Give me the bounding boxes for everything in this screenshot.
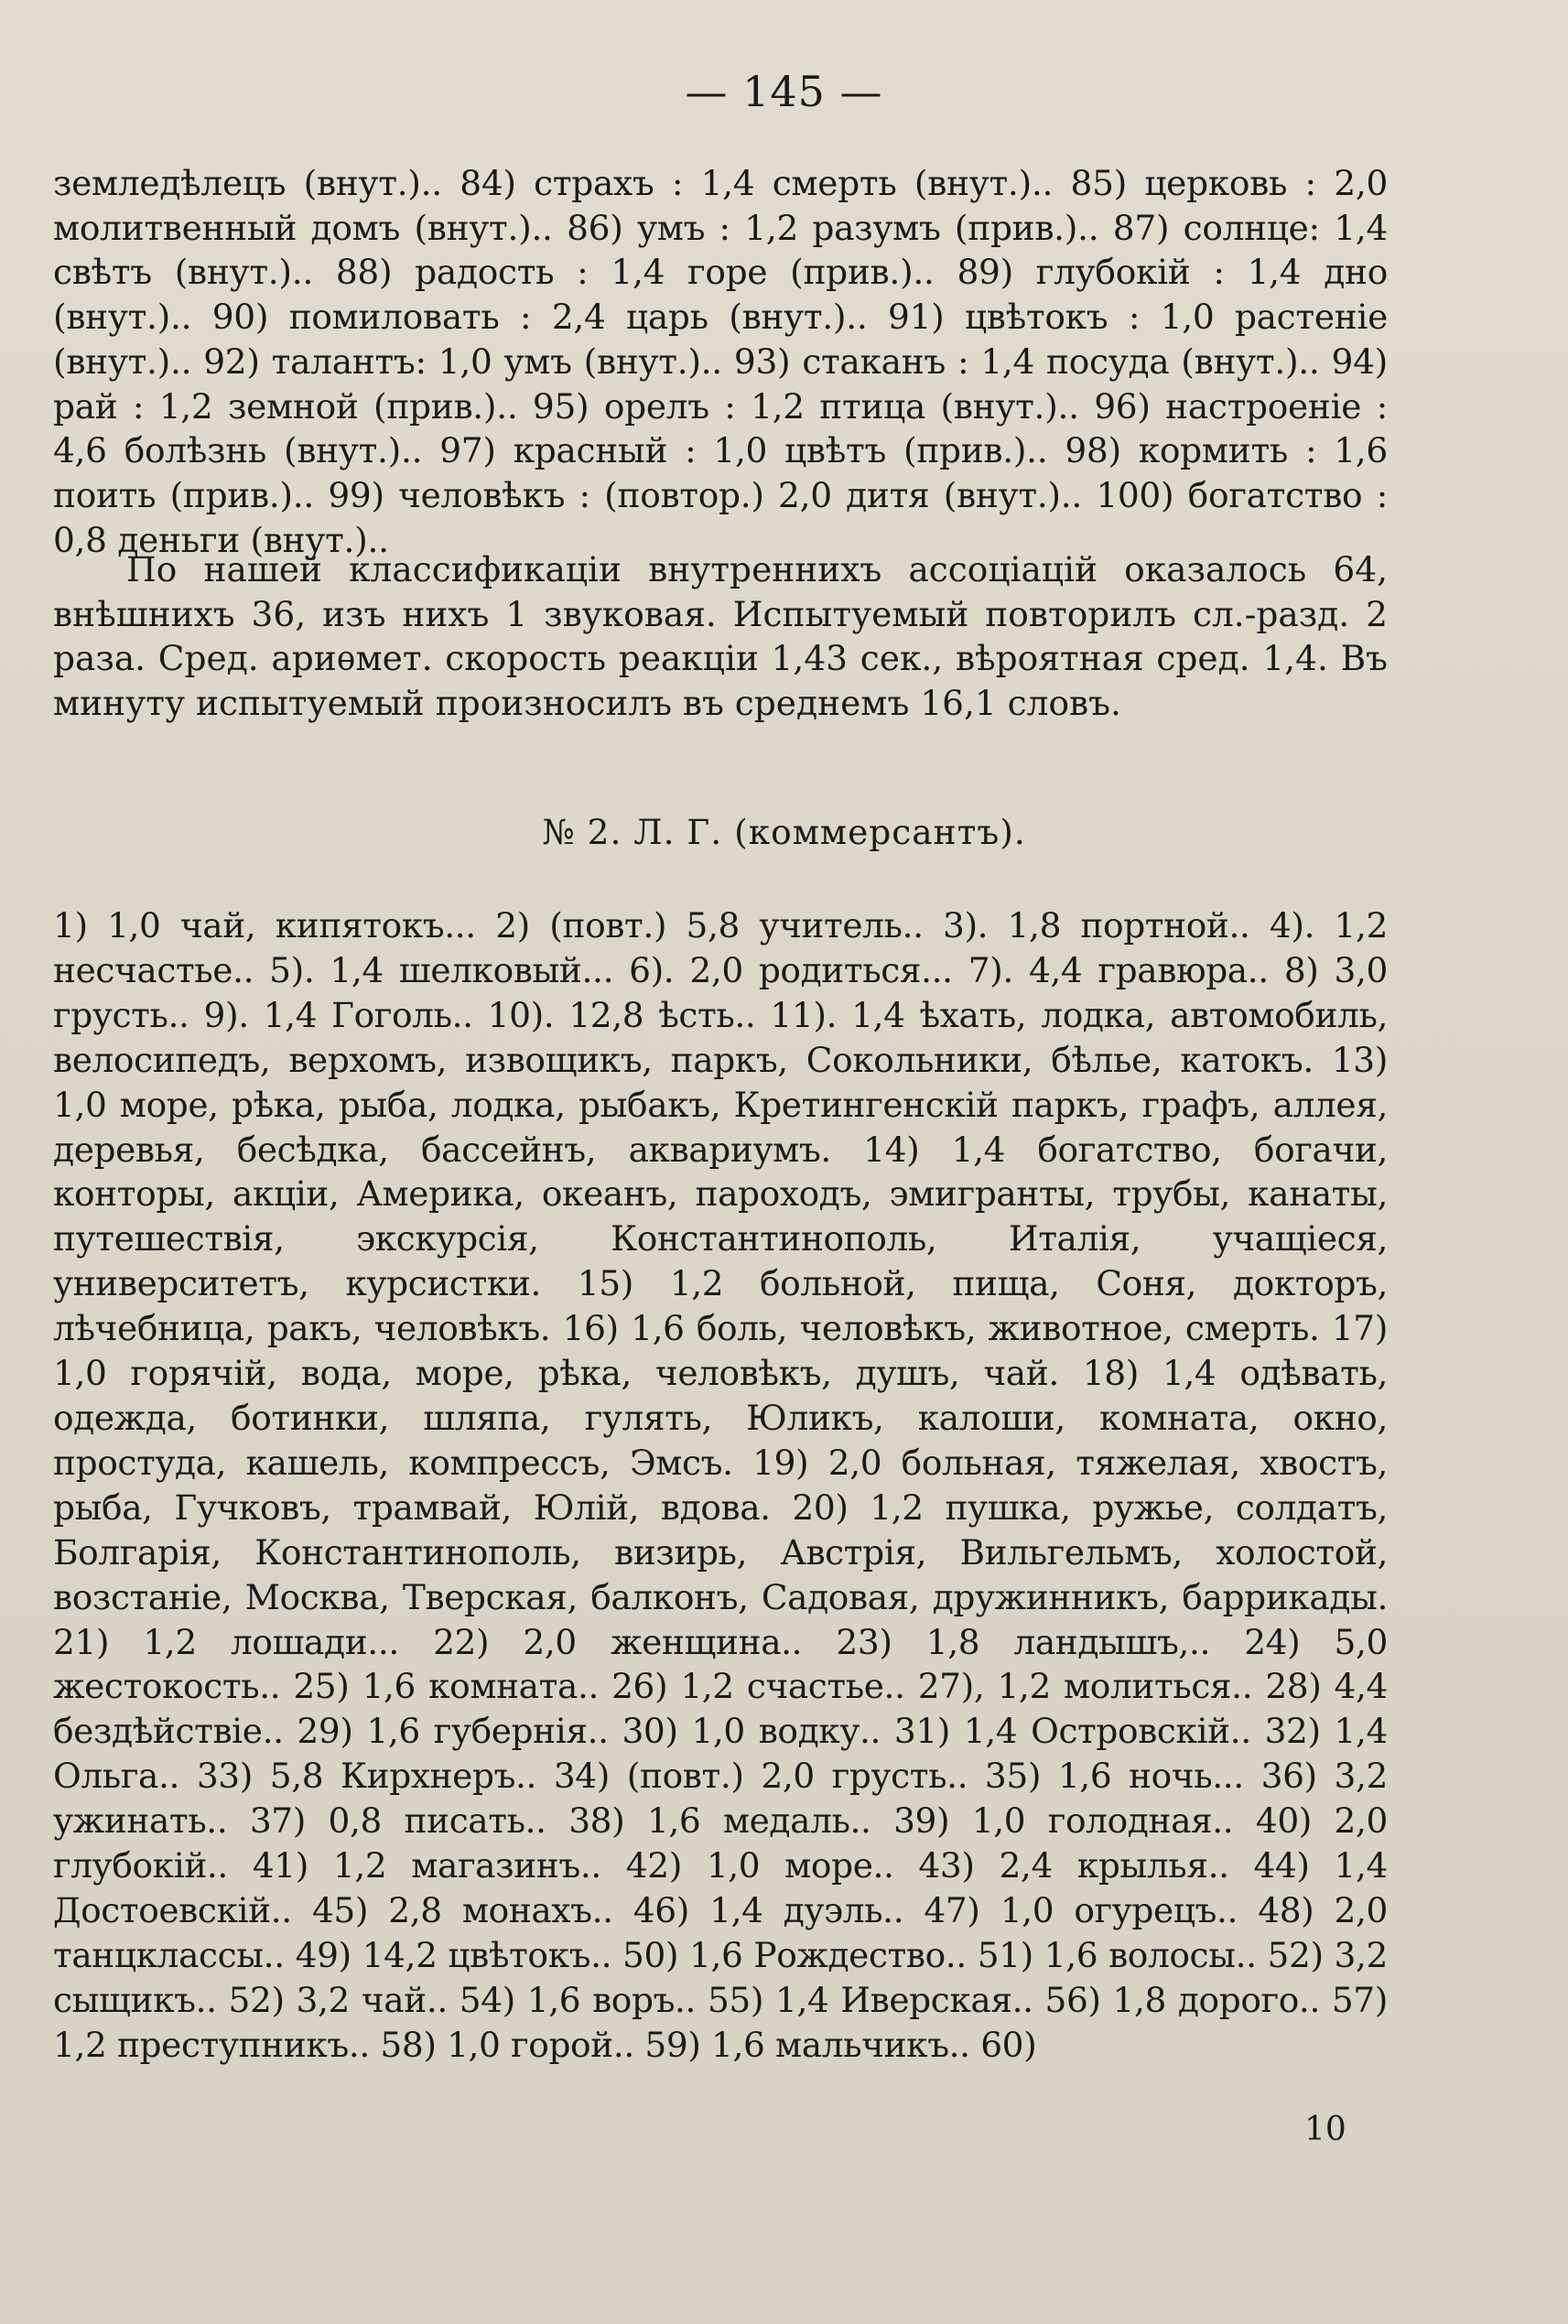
page-number: — 145 — xyxy=(685,67,883,116)
summary-paragraph: По нашей классификаціи внутреннихъ ассоціацій оказалось 64, внѣшнихъ 36, изъ нихъ 1 звуковая. Испытуемый повторилъ сл.-разд. 2 раза. Сред. ариѳмет. скорость реакціи 1,43 сек., вѣроятная сред. 1,4. Въ минуту испытуемый произносилъ въ среднемъ 16,1 словъ. xyxy=(53,549,1388,723)
subject-2-associations: 1) 1,0 чай, кипятокъ... 2) (повт.) 5,8 учитель.. 3). 1,8 портной.. 4). 1,2 несчастье.. 5). 1,4 шелковый... 6). 2,0 родиться... 7). 4,4 гравюра.. 8) 3,0 грусть.. 9). 1,4 Гоголь.. 10). 12,8 ѣсть.. 11). 1,4 ѣхать, лодка, автомобиль, велосипедъ, верхомъ, извощикъ, паркъ, Сокольники, бѣлье, катокъ. 13) 1,0 море, рѣка, рыба, лодка, рыбакъ, Кретингенскій паркъ, графъ, аллея, деревья, бесѣдка, бассейнъ, аквариумъ. 14) 1,4 богатство, богачи, конторы, акціи, Америка, океанъ, пароходъ, эмигранты, трубы, канаты, путешествія, экскурсія, Константинополь, Италія, учащіеся, университетъ, курсистки. 15) 1,2 больной, пища, Соня, докторъ, лѣчебница, ракъ, человѣкъ. 16) 1,6 боль, человѣкъ, животное, смерть. 17) 1,0 горячій, вода, море, рѣка, человѣкъ, душъ, чай. 18) 1,4 одѣвать, одежда, ботинки, шляпа, гулять, Юликъ, калоши, комната, окно, простуда, кашель, компрессъ, Эмсъ. 19) 2,0 больная, тяжелая, хвостъ, рыба, Гучковъ, трамвай, Юлій, вдова. 20) 1,2 пушка, ружье, солдатъ, Болгарія, Константинополь, визирь, Австрія, Вильгельмъ, холостой, возстаніе, Москва, Тверская, балконъ, Садовая, дружинникъ, баррикады. 21) 1,2 лошади... 22) 2,0 женщина.. 23) 1,8 ландышъ,.. 24) 5,0 жестокость.. 25) 1,6 комната.. 26) 1,2 счастье.. 27), 1,2 молиться.. 28) 4,4 бездѣйствіе.. 29) 1,6 губернія.. 30) 1,0 водку.. 31) 1,4 Островскій.. 32) 1,4 Ольга.. 33) 5,8 Кирхнеръ.. 34) (повт.) 2,0 грусть.. 35) 1,6 ночь... 36) 3,2 ужинать.. 37) 0,8 писать.. 38) 1,6 медаль.. 39) 1,0 голодная.. 40) 2,0 глубокій.. 41) 1,2 магазинъ.. 42) 1,0 море.. 43) 2,4 крылья.. 44) 1,4 Достоевскій.. 45) 2,8 монахъ.. 46) 1,4 дуэль.. 47) 1,0 огурецъ.. 48) 2,0 танцклассы.. 49) 14,2 цвѣтокъ.. 50) 1,6 Рождество.. 51) 1,6 волосы.. 52) 3,2 сыщикъ.. 52) 3,2 чай.. 54) 1,6 воръ.. 55) 1,4 Иверская.. 56) 1,8 дорого.. 57) 1,2 преступникъ.. 58) 1,0 горой.. 59) 1,6 мальчикъ.. 60) xyxy=(53,905,1388,2065)
signature-mark: 10 xyxy=(1304,2111,1346,2148)
subject-heading: № 2. Л. Г. (коммерсантъ). xyxy=(542,812,1026,852)
association-list-continued: земледѣлецъ (внут.).. 84) страхъ : 1,4 смерть (внут.).. 85) церковь : 2,0 молитвенный домъ (внут.).. 86) умъ : 1,2 разумъ (прив.).. 87) солнце: 1,4 свѣтъ (внут.).. 88) радость : 1,4 горе (прив.).. 89) глубокій : 1,4 дно (внут.).. 90) помиловать : 2,4 царь (внут.).. 91) цвѣтокъ : 1,0 растеніе (внут.).. 92) талантъ: 1,0 умъ (внут.).. 93) стаканъ : 1,4 посуда (внут.).. 94) рай : 1,2 земной (прив.).. 95) орелъ : 1,2 птица (внут.).. 96) настроеніе : 4,6 болѣзнь (внут.).. 97) красный : 1,0 цвѣтъ (прив.).. 98) кормить : 1,6 поить (прив.).. 99) человѣкъ : (повтор.) 2,0 дитя (внут.).. 100) богатство : 0,8 деньги (внут.).. xyxy=(53,163,1388,560)
